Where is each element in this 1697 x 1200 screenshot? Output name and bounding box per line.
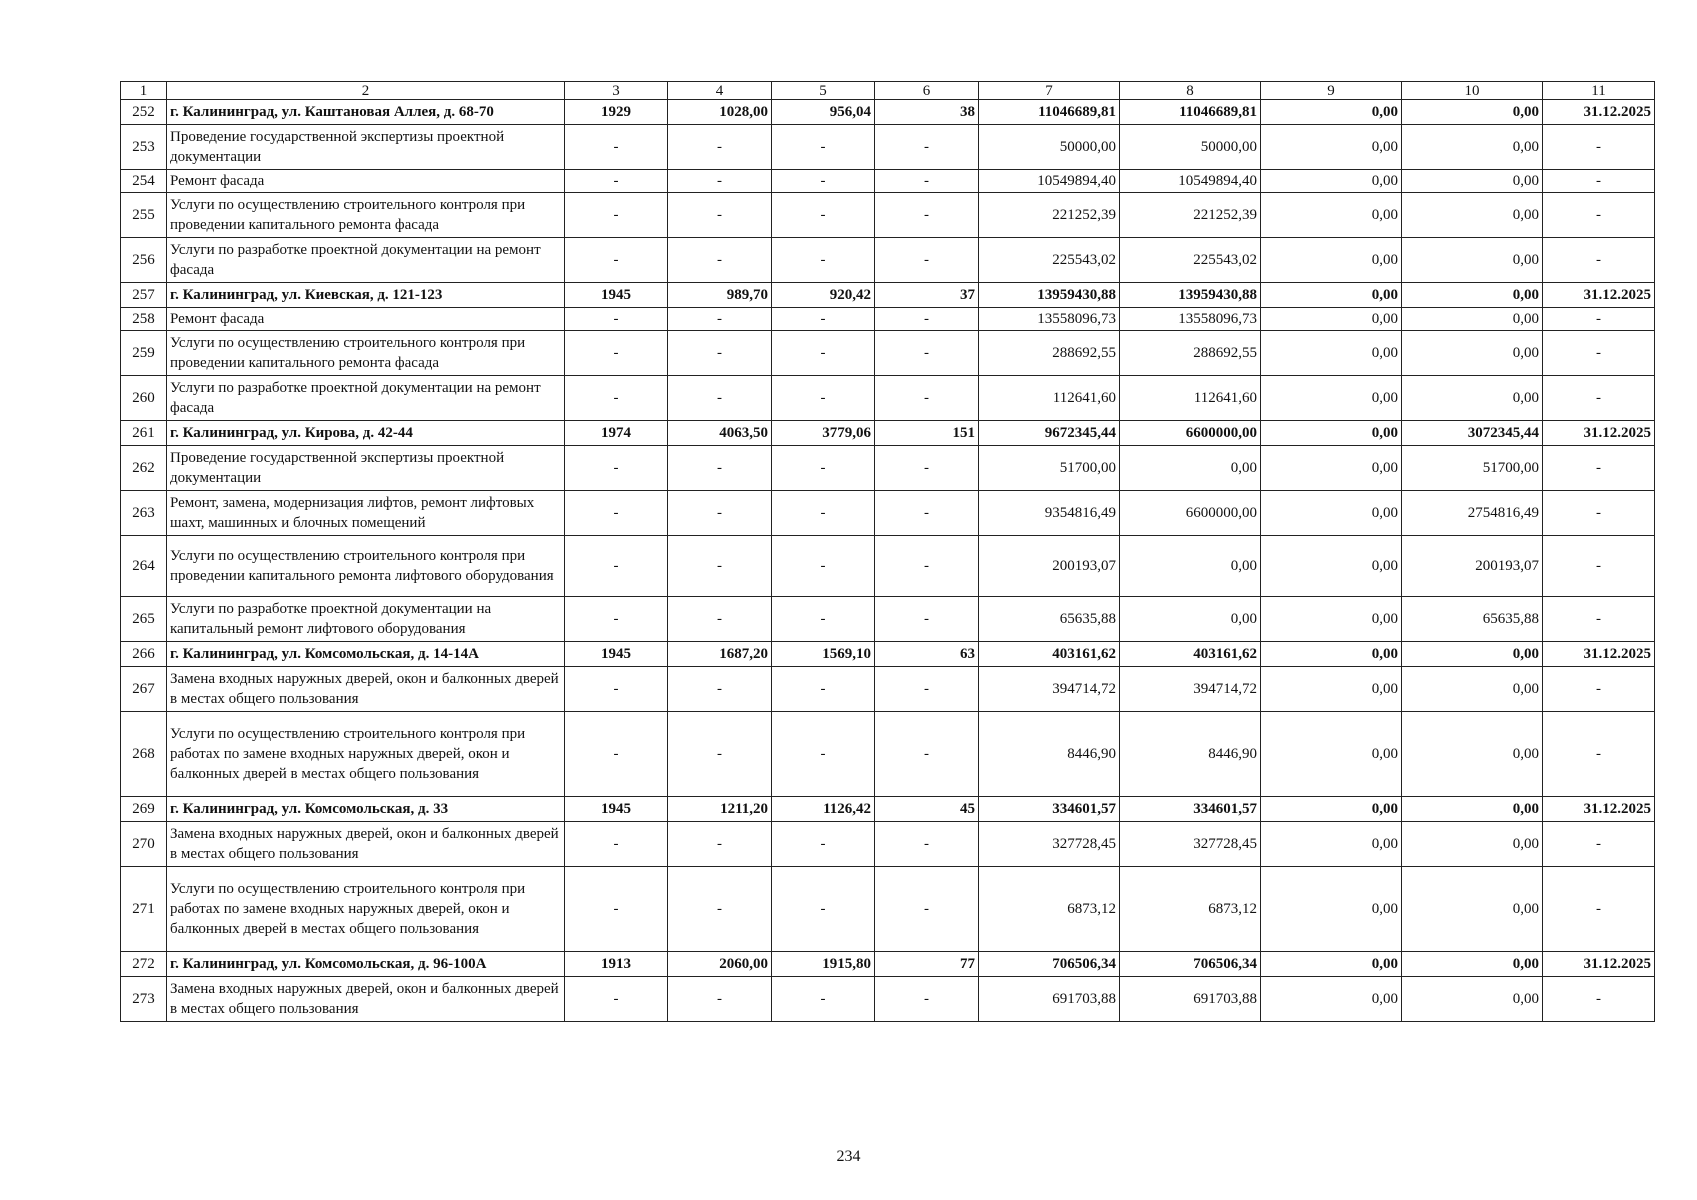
residents-cell: 151 xyxy=(875,421,979,446)
fund-cost-cell: 6600000,00 xyxy=(1120,491,1261,536)
work-row xyxy=(121,170,1655,193)
item-name-cell: Услуги по осуществлению строительного контроля при проведении капитального ремонта фасада xyxy=(167,331,565,376)
total-cost-cell: 51700,00 xyxy=(979,446,1120,491)
residents-cell: - xyxy=(875,308,979,331)
budget-cost-cell: 0,00 xyxy=(1261,597,1402,642)
fund-cost-cell: 327728,45 xyxy=(1120,822,1261,867)
total-cost-cell: 225543,02 xyxy=(979,238,1120,283)
residents-cell: - xyxy=(875,822,979,867)
page-number: 234 xyxy=(836,1148,861,1165)
total-area-cell: - xyxy=(668,536,772,597)
work-row xyxy=(121,125,1655,170)
budget-cost-cell: 0,00 xyxy=(1261,238,1402,283)
fund-cost-cell: 394714,72 xyxy=(1120,667,1261,712)
living-area-cell: - xyxy=(772,170,875,193)
living-area-cell: 1915,80 xyxy=(772,952,875,977)
item-name-cell: Замена входных наружных дверей, окон и балконных дверей в местах общего пользования xyxy=(167,822,565,867)
living-area-cell: - xyxy=(772,491,875,536)
residents-cell: - xyxy=(875,331,979,376)
item-name-cell: г. Калининград, ул. Каштановая Аллея, д. 68-70 xyxy=(167,100,565,125)
budget-cost-cell: 0,00 xyxy=(1261,308,1402,331)
row-number-cell: 262 xyxy=(121,446,167,491)
total-area-cell: 4063,50 xyxy=(668,421,772,446)
total-cost-cell: 9672345,44 xyxy=(979,421,1120,446)
owners-cost-cell: 51700,00 xyxy=(1402,446,1543,491)
deadline-cell: - xyxy=(1543,977,1655,1022)
residents-cell: 45 xyxy=(875,797,979,822)
total-cost-cell: 288692,55 xyxy=(979,331,1120,376)
total-area-cell: - xyxy=(668,238,772,283)
total-cost-cell: 327728,45 xyxy=(979,822,1120,867)
deadline-cell: - xyxy=(1543,446,1655,491)
living-area-cell: - xyxy=(772,376,875,421)
residents-cell: - xyxy=(875,597,979,642)
budget-cost-cell: 0,00 xyxy=(1261,867,1402,952)
deadline-cell: - xyxy=(1543,597,1655,642)
residents-cell: - xyxy=(875,491,979,536)
budget-cost-cell: 0,00 xyxy=(1261,822,1402,867)
total-cost-cell: 10549894,40 xyxy=(979,170,1120,193)
column-number-cell: 5 xyxy=(772,82,875,100)
row-number-cell: 260 xyxy=(121,376,167,421)
budget-cost-cell: 0,00 xyxy=(1261,421,1402,446)
total-cost-cell: 691703,88 xyxy=(979,977,1120,1022)
budget-cost-cell: 0,00 xyxy=(1261,100,1402,125)
budget-cost-cell: 0,00 xyxy=(1261,712,1402,797)
living-area-cell: 1126,42 xyxy=(772,797,875,822)
owners-cost-cell: 65635,88 xyxy=(1402,597,1543,642)
residents-cell: 77 xyxy=(875,952,979,977)
deadline-cell: - xyxy=(1543,170,1655,193)
capital-repair-table xyxy=(120,81,1655,1022)
deadline-cell: - xyxy=(1543,238,1655,283)
fund-cost-cell: 221252,39 xyxy=(1120,193,1261,238)
owners-cost-cell: 0,00 xyxy=(1402,642,1543,667)
total-area-cell: - xyxy=(668,667,772,712)
deadline-cell: - xyxy=(1543,536,1655,597)
owners-cost-cell: 0,00 xyxy=(1402,100,1543,125)
living-area-cell: 1569,10 xyxy=(772,642,875,667)
deadline-cell: - xyxy=(1543,712,1655,797)
budget-cost-cell: 0,00 xyxy=(1261,125,1402,170)
total-area-cell: 1211,20 xyxy=(668,797,772,822)
item-name-cell: Услуги по осуществлению строительного контроля при работах по замене входных наружных дверей, окон и балконных дверей в местах общего пользования xyxy=(167,867,565,952)
column-number-cell: 8 xyxy=(1120,82,1261,100)
total-cost-cell: 8446,90 xyxy=(979,712,1120,797)
total-cost-cell: 200193,07 xyxy=(979,536,1120,597)
address-row xyxy=(121,797,1655,822)
fund-cost-cell: 691703,88 xyxy=(1120,977,1261,1022)
owners-cost-cell: 0,00 xyxy=(1402,283,1543,308)
fund-cost-cell: 112641,60 xyxy=(1120,376,1261,421)
year-cell: 1913 xyxy=(565,952,668,977)
owners-cost-cell: 0,00 xyxy=(1402,952,1543,977)
deadline-cell: 31.12.2025 xyxy=(1543,421,1655,446)
year-cell: 1945 xyxy=(565,797,668,822)
owners-cost-cell: 0,00 xyxy=(1402,331,1543,376)
deadline-cell: - xyxy=(1543,867,1655,952)
column-number-cell: 1 xyxy=(121,82,167,100)
deadline-cell: - xyxy=(1543,125,1655,170)
deadline-cell: - xyxy=(1543,308,1655,331)
residents-cell: - xyxy=(875,536,979,597)
fund-cost-cell: 0,00 xyxy=(1120,597,1261,642)
column-number-cell: 10 xyxy=(1402,82,1543,100)
item-name-cell: г. Калининград, ул. Комсомольская, д. 96-100А xyxy=(167,952,565,977)
owners-cost-cell: 0,00 xyxy=(1402,308,1543,331)
living-area-cell: - xyxy=(772,308,875,331)
total-cost-cell: 6873,12 xyxy=(979,867,1120,952)
row-number-cell: 258 xyxy=(121,308,167,331)
budget-cost-cell: 0,00 xyxy=(1261,642,1402,667)
row-number-cell: 252 xyxy=(121,100,167,125)
deadline-cell: - xyxy=(1543,193,1655,238)
work-row xyxy=(121,712,1655,797)
year-cell: - xyxy=(565,667,668,712)
total-cost-cell: 403161,62 xyxy=(979,642,1120,667)
row-number-cell: 266 xyxy=(121,642,167,667)
year-cell: - xyxy=(565,238,668,283)
year-cell: - xyxy=(565,597,668,642)
deadline-cell: 31.12.2025 xyxy=(1543,797,1655,822)
year-cell: 1974 xyxy=(565,421,668,446)
item-name-cell: г. Калининград, ул. Кирова, д. 42-44 xyxy=(167,421,565,446)
total-cost-cell: 706506,34 xyxy=(979,952,1120,977)
fund-cost-cell: 288692,55 xyxy=(1120,331,1261,376)
year-cell: - xyxy=(565,536,668,597)
year-cell: - xyxy=(565,376,668,421)
owners-cost-cell: 0,00 xyxy=(1402,125,1543,170)
year-cell: - xyxy=(565,308,668,331)
work-row xyxy=(121,667,1655,712)
year-cell: - xyxy=(565,446,668,491)
total-area-cell: - xyxy=(668,822,772,867)
residents-cell: - xyxy=(875,446,979,491)
work-row xyxy=(121,822,1655,867)
living-area-cell: - xyxy=(772,536,875,597)
owners-cost-cell: 3072345,44 xyxy=(1402,421,1543,446)
budget-cost-cell: 0,00 xyxy=(1261,170,1402,193)
living-area-cell: - xyxy=(772,822,875,867)
row-number-cell: 269 xyxy=(121,797,167,822)
total-cost-cell: 394714,72 xyxy=(979,667,1120,712)
year-cell: - xyxy=(565,822,668,867)
item-name-cell: Ремонт фасада xyxy=(167,170,565,193)
item-name-cell: Проведение государственной экспертизы проектной документации xyxy=(167,125,565,170)
total-cost-cell: 221252,39 xyxy=(979,193,1120,238)
budget-cost-cell: 0,00 xyxy=(1261,283,1402,308)
row-number-cell: 272 xyxy=(121,952,167,977)
total-area-cell: - xyxy=(668,193,772,238)
fund-cost-cell: 10549894,40 xyxy=(1120,170,1261,193)
deadline-cell: - xyxy=(1543,822,1655,867)
deadline-cell: 31.12.2025 xyxy=(1543,952,1655,977)
column-number-row xyxy=(121,82,1655,100)
owners-cost-cell: 0,00 xyxy=(1402,797,1543,822)
item-name-cell: г. Калининград, ул. Киевская, д. 121-123 xyxy=(167,283,565,308)
address-row xyxy=(121,952,1655,977)
item-name-cell: Замена входных наружных дверей, окон и балконных дверей в местах общего пользования xyxy=(167,977,565,1022)
item-name-cell: Услуги по осуществлению строительного контроля при проведении капитального ремонта фасада xyxy=(167,193,565,238)
row-number-cell: 253 xyxy=(121,125,167,170)
work-row xyxy=(121,977,1655,1022)
deadline-cell: - xyxy=(1543,376,1655,421)
year-cell: - xyxy=(565,170,668,193)
work-row xyxy=(121,331,1655,376)
total-area-cell: 2060,00 xyxy=(668,952,772,977)
work-row xyxy=(121,536,1655,597)
address-row xyxy=(121,421,1655,446)
item-name-cell: Ремонт, замена, модернизация лифтов, ремонт лифтовых шахт, машинных и блочных помещений xyxy=(167,491,565,536)
address-row xyxy=(121,642,1655,667)
living-area-cell: - xyxy=(772,193,875,238)
owners-cost-cell: 0,00 xyxy=(1402,376,1543,421)
item-name-cell: Замена входных наружных дверей, окон и балконных дверей в местах общего пользования xyxy=(167,667,565,712)
total-area-cell: 1028,00 xyxy=(668,100,772,125)
row-number-cell: 273 xyxy=(121,977,167,1022)
column-number-cell: 3 xyxy=(565,82,668,100)
capital-repair-table-sheet xyxy=(120,81,1654,1022)
owners-cost-cell: 0,00 xyxy=(1402,193,1543,238)
budget-cost-cell: 0,00 xyxy=(1261,952,1402,977)
total-cost-cell: 13959430,88 xyxy=(979,283,1120,308)
row-number-cell: 270 xyxy=(121,822,167,867)
row-number-cell: 268 xyxy=(121,712,167,797)
deadline-cell: 31.12.2025 xyxy=(1543,283,1655,308)
fund-cost-cell: 0,00 xyxy=(1120,446,1261,491)
column-number-cell: 11 xyxy=(1543,82,1655,100)
total-cost-cell: 9354816,49 xyxy=(979,491,1120,536)
fund-cost-cell: 50000,00 xyxy=(1120,125,1261,170)
living-area-cell: - xyxy=(772,597,875,642)
living-area-cell: - xyxy=(772,977,875,1022)
work-row xyxy=(121,308,1655,331)
row-number-cell: 263 xyxy=(121,491,167,536)
budget-cost-cell: 0,00 xyxy=(1261,667,1402,712)
item-name-cell: Услуги по осуществлению строительного контроля при работах по замене входных наружных дверей, окон и балконных дверей в местах общего пользования xyxy=(167,712,565,797)
living-area-cell: - xyxy=(772,667,875,712)
year-cell: - xyxy=(565,331,668,376)
table-body xyxy=(121,82,1655,1022)
total-area-cell: - xyxy=(668,712,772,797)
residents-cell: - xyxy=(875,867,979,952)
column-number-cell: 9 xyxy=(1261,82,1402,100)
work-row xyxy=(121,867,1655,952)
work-row xyxy=(121,376,1655,421)
owners-cost-cell: 2754816,49 xyxy=(1402,491,1543,536)
item-name-cell: Услуги по разработке проектной документации на ремонт фасада xyxy=(167,238,565,283)
budget-cost-cell: 0,00 xyxy=(1261,797,1402,822)
row-number-cell: 264 xyxy=(121,536,167,597)
column-number-cell: 6 xyxy=(875,82,979,100)
total-area-cell: - xyxy=(668,867,772,952)
fund-cost-cell: 706506,34 xyxy=(1120,952,1261,977)
budget-cost-cell: 0,00 xyxy=(1261,536,1402,597)
residents-cell: - xyxy=(875,667,979,712)
year-cell: - xyxy=(565,712,668,797)
residents-cell: - xyxy=(875,376,979,421)
budget-cost-cell: 0,00 xyxy=(1261,491,1402,536)
living-area-cell: 3779,06 xyxy=(772,421,875,446)
total-area-cell: - xyxy=(668,376,772,421)
deadline-cell: 31.12.2025 xyxy=(1543,642,1655,667)
row-number-cell: 271 xyxy=(121,867,167,952)
fund-cost-cell: 11046689,81 xyxy=(1120,100,1261,125)
living-area-cell: - xyxy=(772,446,875,491)
deadline-cell: 31.12.2025 xyxy=(1543,100,1655,125)
living-area-cell: - xyxy=(772,712,875,797)
total-cost-cell: 334601,57 xyxy=(979,797,1120,822)
year-cell: - xyxy=(565,193,668,238)
fund-cost-cell: 13558096,73 xyxy=(1120,308,1261,331)
budget-cost-cell: 0,00 xyxy=(1261,376,1402,421)
total-cost-cell: 50000,00 xyxy=(979,125,1120,170)
residents-cell: - xyxy=(875,977,979,1022)
work-row xyxy=(121,238,1655,283)
total-area-cell: 1687,20 xyxy=(668,642,772,667)
fund-cost-cell: 6600000,00 xyxy=(1120,421,1261,446)
budget-cost-cell: 0,00 xyxy=(1261,193,1402,238)
total-area-cell: 989,70 xyxy=(668,283,772,308)
row-number-cell: 256 xyxy=(121,238,167,283)
year-cell: - xyxy=(565,977,668,1022)
fund-cost-cell: 403161,62 xyxy=(1120,642,1261,667)
item-name-cell: Ремонт фасада xyxy=(167,308,565,331)
item-name-cell: г. Калининград, ул. Комсомольская, д. 14-14А xyxy=(167,642,565,667)
column-number-cell: 7 xyxy=(979,82,1120,100)
fund-cost-cell: 6873,12 xyxy=(1120,867,1261,952)
budget-cost-cell: 0,00 xyxy=(1261,977,1402,1022)
residents-cell: - xyxy=(875,170,979,193)
item-name-cell: Проведение государственной экспертизы проектной документации xyxy=(167,446,565,491)
total-area-cell: - xyxy=(668,170,772,193)
work-row xyxy=(121,491,1655,536)
budget-cost-cell: 0,00 xyxy=(1261,446,1402,491)
address-row xyxy=(121,283,1655,308)
owners-cost-cell: 0,00 xyxy=(1402,238,1543,283)
owners-cost-cell: 0,00 xyxy=(1402,170,1543,193)
total-area-cell: - xyxy=(668,308,772,331)
fund-cost-cell: 0,00 xyxy=(1120,536,1261,597)
residents-cell: 37 xyxy=(875,283,979,308)
column-number-cell: 4 xyxy=(668,82,772,100)
year-cell: 1945 xyxy=(565,283,668,308)
work-row xyxy=(121,597,1655,642)
deadline-cell: - xyxy=(1543,491,1655,536)
fund-cost-cell: 334601,57 xyxy=(1120,797,1261,822)
residents-cell: 63 xyxy=(875,642,979,667)
year-cell: - xyxy=(565,125,668,170)
living-area-cell: 956,04 xyxy=(772,100,875,125)
residents-cell: - xyxy=(875,193,979,238)
living-area-cell: - xyxy=(772,331,875,376)
row-number-cell: 261 xyxy=(121,421,167,446)
residents-cell: - xyxy=(875,125,979,170)
deadline-cell: - xyxy=(1543,331,1655,376)
total-cost-cell: 65635,88 xyxy=(979,597,1120,642)
residents-cell: - xyxy=(875,238,979,283)
fund-cost-cell: 13959430,88 xyxy=(1120,283,1261,308)
work-row xyxy=(121,193,1655,238)
residents-cell: 38 xyxy=(875,100,979,125)
row-number-cell: 254 xyxy=(121,170,167,193)
owners-cost-cell: 0,00 xyxy=(1402,822,1543,867)
total-area-cell: - xyxy=(668,331,772,376)
living-area-cell: 920,42 xyxy=(772,283,875,308)
owners-cost-cell: 0,00 xyxy=(1402,977,1543,1022)
row-number-cell: 257 xyxy=(121,283,167,308)
year-cell: - xyxy=(565,867,668,952)
budget-cost-cell: 0,00 xyxy=(1261,331,1402,376)
total-cost-cell: 112641,60 xyxy=(979,376,1120,421)
living-area-cell: - xyxy=(772,867,875,952)
year-cell: 1929 xyxy=(565,100,668,125)
column-number-cell: 2 xyxy=(167,82,565,100)
owners-cost-cell: 0,00 xyxy=(1402,667,1543,712)
row-number-cell: 267 xyxy=(121,667,167,712)
row-number-cell: 259 xyxy=(121,331,167,376)
total-area-cell: - xyxy=(668,446,772,491)
address-row xyxy=(121,100,1655,125)
owners-cost-cell: 0,00 xyxy=(1402,867,1543,952)
row-number-cell: 255 xyxy=(121,193,167,238)
living-area-cell: - xyxy=(772,125,875,170)
residents-cell: - xyxy=(875,712,979,797)
item-name-cell: Услуги по осуществлению строительного контроля при проведении капитального ремонта лифтового оборудования xyxy=(167,536,565,597)
item-name-cell: Услуги по разработке проектной документации на ремонт фасада xyxy=(167,376,565,421)
fund-cost-cell: 8446,90 xyxy=(1120,712,1261,797)
row-number-cell: 265 xyxy=(121,597,167,642)
year-cell: - xyxy=(565,491,668,536)
item-name-cell: Услуги по разработке проектной документации на капитальный ремонт лифтового оборудования xyxy=(167,597,565,642)
living-area-cell: - xyxy=(772,238,875,283)
total-area-cell: - xyxy=(668,491,772,536)
deadline-cell: - xyxy=(1543,667,1655,712)
owners-cost-cell: 0,00 xyxy=(1402,712,1543,797)
total-area-cell: - xyxy=(668,597,772,642)
item-name-cell: г. Калининград, ул. Комсомольская, д. 33 xyxy=(167,797,565,822)
total-area-cell: - xyxy=(668,125,772,170)
total-cost-cell: 13558096,73 xyxy=(979,308,1120,331)
total-area-cell: - xyxy=(668,977,772,1022)
total-cost-cell: 11046689,81 xyxy=(979,100,1120,125)
work-row xyxy=(121,446,1655,491)
owners-cost-cell: 200193,07 xyxy=(1402,536,1543,597)
fund-cost-cell: 225543,02 xyxy=(1120,238,1261,283)
year-cell: 1945 xyxy=(565,642,668,667)
